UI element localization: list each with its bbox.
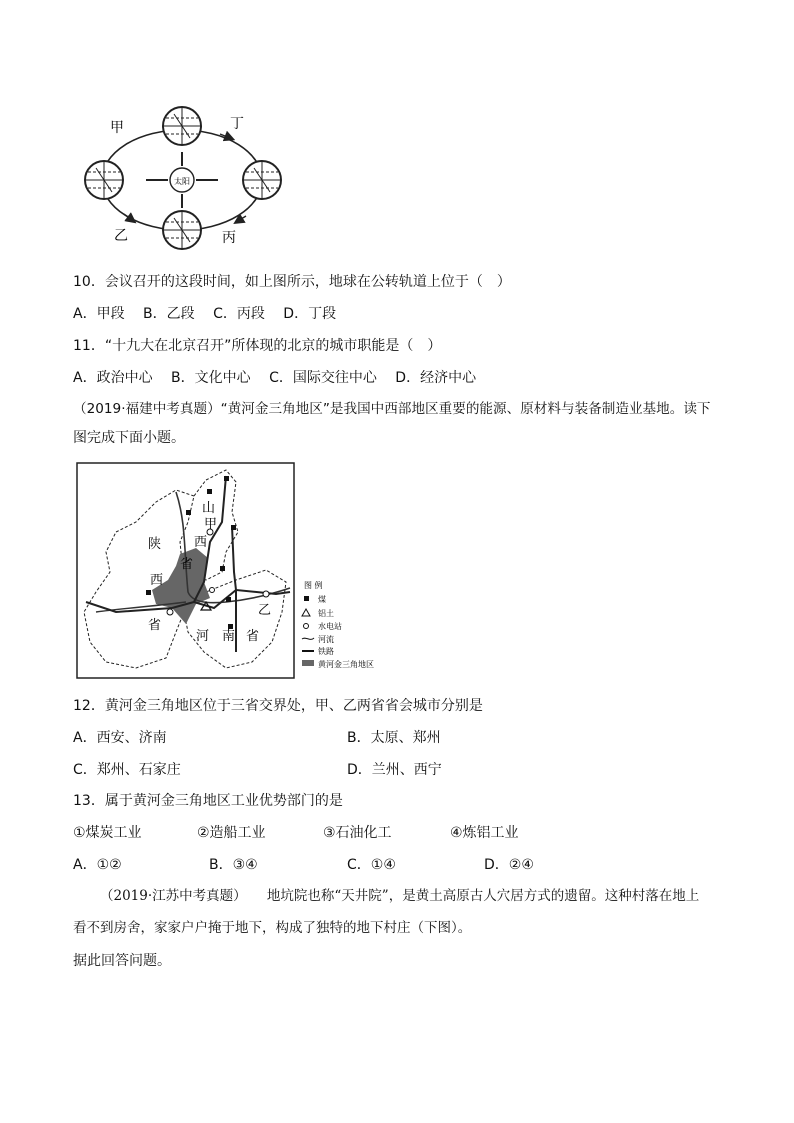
orbit-arrow	[238, 216, 246, 221]
question-11-stem: 11．“十九大在北京召开”所体现的北京的城市职能是（ ）	[73, 338, 442, 354]
question-12-option-d: D．兰州、西宁	[347, 762, 442, 778]
intro-jiangsu-line3: 据此回答问题。	[73, 953, 171, 969]
hydropower-icon	[304, 624, 309, 629]
coal-icon	[220, 566, 225, 571]
label-jia: 甲	[110, 120, 124, 136]
question-13-option-a: A．①②	[73, 857, 122, 873]
question-13-item-3: ③石油化工	[323, 825, 392, 841]
river-icon	[302, 638, 314, 639]
question-10-options: A．甲段 B．乙段 C．丙段 D．丁段	[73, 306, 337, 322]
earth-icon-left	[85, 161, 123, 199]
legend-label-river: 河流	[318, 635, 334, 644]
label-yi: 乙	[114, 228, 128, 244]
earth-icon-bottom	[163, 211, 201, 249]
question-10-stem: 10．会议召开的这段时间，如上图所示，地球在公转轨道上位于（ ）	[73, 274, 511, 290]
question-11-options: A．政治中心 B．文化中心 C．国际交往中心 D．经济中心	[73, 370, 477, 386]
question-13-stem: 13．属于黄河金三角地区工业优势部门的是	[73, 793, 343, 809]
legend-label-hydropower: 水电站	[318, 622, 342, 631]
coal-icon	[231, 525, 236, 530]
question-13-item-4: ④炼铝工业	[450, 825, 519, 841]
label-sheng-henan: 省	[246, 629, 260, 644]
intro-fujian-line2: 图完成下面小题。	[73, 430, 185, 446]
intro-jiangsu-line1: （2019·江苏中考真题） 地坑院也称“天井院”，是黄土高原古人穴居方式的遗留。这种村落在地上	[100, 888, 700, 904]
intro-fujian-line1: （2019·福建中考真题）“黄河金三角地区”是我国中西部地区重要的能源、原材料与装备制造业基地。读下	[73, 401, 711, 417]
label-sheng-shanxi: 省	[180, 557, 194, 572]
map-legend	[302, 580, 374, 669]
legend-label-area: 黄河金三角地区	[318, 660, 374, 669]
question-12-option-b: B．太原、郑州	[347, 730, 441, 746]
intro-jiangsu-line2: 看不到房舍，家家户户掩于地下，构成了独特的地下村庄（下图）。	[73, 920, 472, 936]
question-13-item-1: ①煤炭工业	[73, 825, 142, 841]
legend-title: 图 例	[304, 581, 323, 590]
legend-label-railway: 铁路	[318, 647, 334, 656]
sun-label: 太阳	[174, 177, 190, 186]
question-12-option-c: C．郑州、石家庄	[73, 762, 181, 778]
label-jia: 甲	[204, 517, 218, 532]
coal-icon	[186, 510, 191, 515]
city-marker	[263, 591, 269, 597]
coal-icon	[207, 489, 212, 494]
yellow-river-golden-triangle-map	[76, 462, 388, 680]
label-xi-shaanxi: 西	[150, 573, 164, 588]
question-12-option-a: A．西安、济南	[73, 730, 167, 746]
label-yi: 乙	[258, 603, 272, 618]
city-marker	[167, 609, 173, 615]
legend-label-bauxite: 铝土	[318, 609, 334, 618]
label-sheng-shaanxi: 省	[148, 618, 162, 633]
area-icon	[302, 660, 314, 666]
coal-icon	[224, 476, 229, 481]
orbit-arrow	[124, 214, 132, 220]
label-he: 河	[196, 629, 210, 644]
label-shaan: 陕	[148, 537, 162, 552]
label-bing: 丙	[222, 230, 236, 246]
coal-icon	[304, 596, 309, 601]
hydropower-icon	[210, 588, 215, 593]
question-13-option-d: D．②④	[484, 857, 534, 873]
coal-icon	[226, 597, 231, 602]
earth-orbit-figure	[70, 104, 300, 254]
earth-icon-top	[163, 107, 201, 145]
coal-icon	[146, 590, 151, 595]
label-ding: 丁	[230, 116, 244, 132]
question-13-item-2: ②造船工业	[197, 825, 266, 841]
earth-icon-right	[243, 161, 281, 199]
question-13-option-b: B．③④	[209, 857, 258, 873]
legend-label-coal: 煤	[318, 595, 326, 604]
label-shan: 山	[202, 501, 216, 516]
question-12-stem: 12．黄河金三角地区位于三省交界处，甲、乙两省省会城市分别是	[73, 698, 483, 714]
question-13-option-c: C．①④	[347, 857, 396, 873]
label-xi-shanxi: 西	[194, 535, 208, 550]
label-nan: 南	[222, 629, 236, 644]
bauxite-icon	[302, 609, 310, 616]
